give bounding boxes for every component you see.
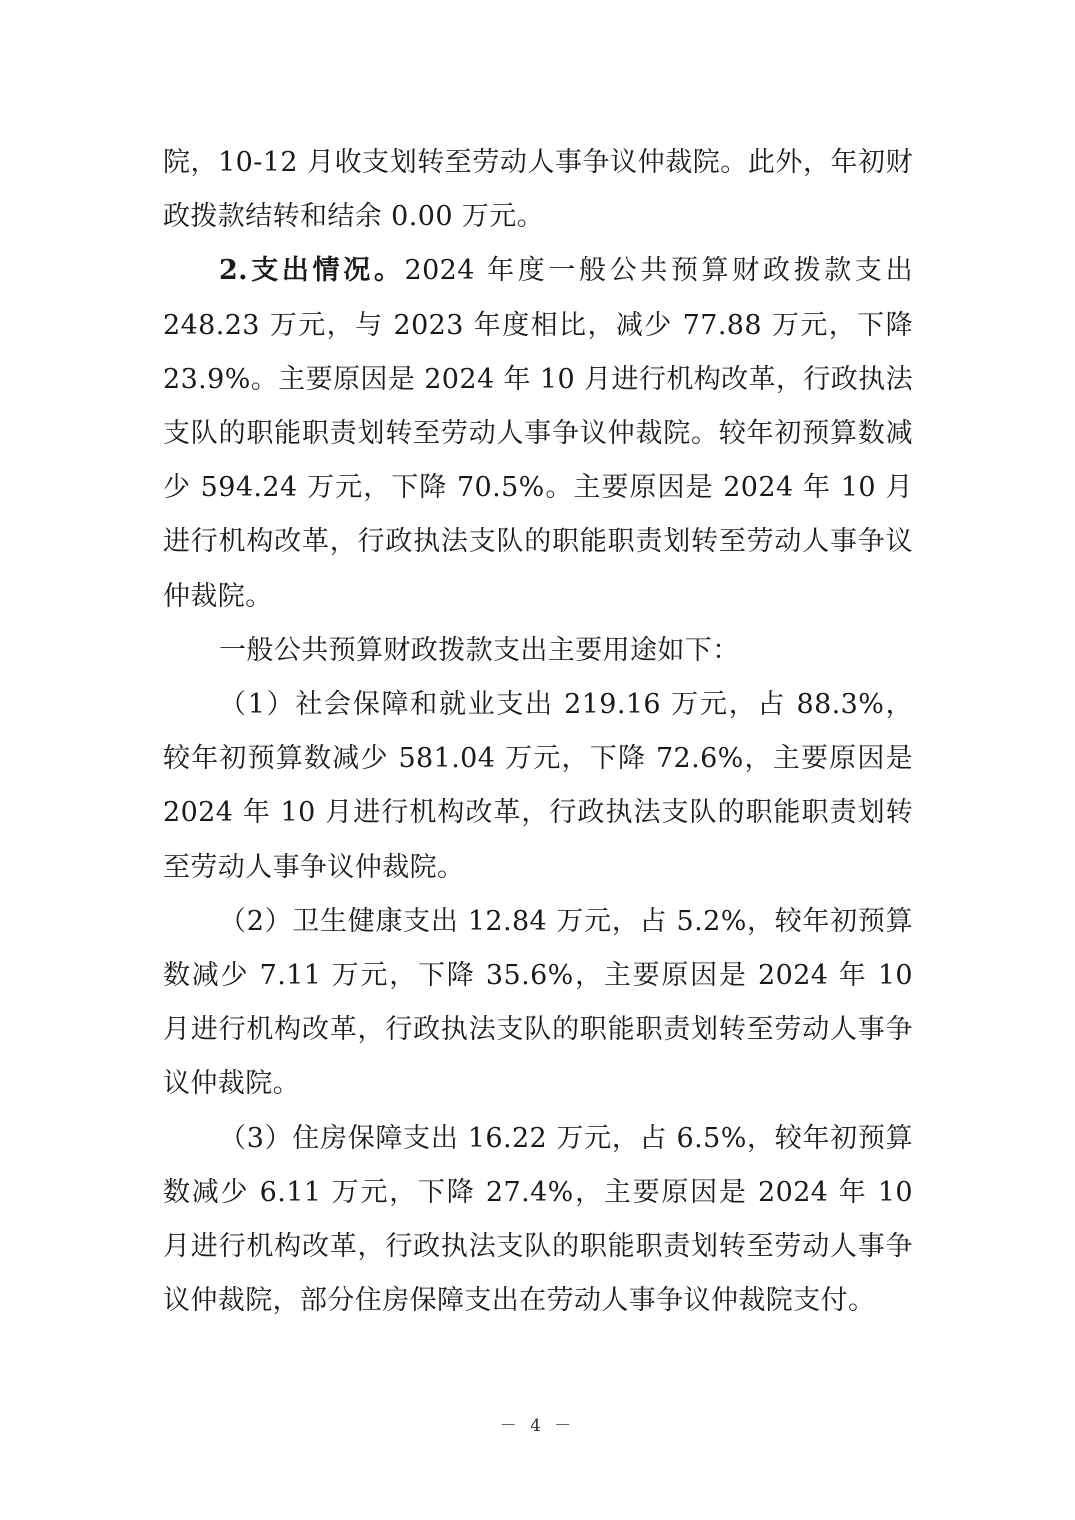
document-body xyxy=(163,136,913,1328)
paragraph-expenditure xyxy=(163,244,913,623)
page-number: － 4 － xyxy=(499,1416,576,1436)
list-item-health: （2）卫生健康支出 12.84 万元，占 5.2%，较年初预算数减少 7.11 万元，下降 35.6%，主要原因是 2024 年 10 月进行机构改革，行政执法支队的职能职责划转至劳动人事争议仲裁院。 xyxy=(163,905,913,1100)
paragraph-uses-intro: 一般公共预算财政拨款支出主要用途如下： xyxy=(219,634,740,666)
list-item-housing: （3）住房保障支出 16.22 万元，占 6.5%，较年初预算数减少 6.11 万元，下降 27.4%，主要原因是 2024 年 10 月进行机构改革，行政执法支队的职能职责划转至劳动人事争议仲裁院，部分住房保障支出在劳动人事争议仲裁院支付。 xyxy=(163,1122,913,1317)
paragraph-continuation: 院，10-12 月收支划转至劳动人事争议仲裁院。此外，年初财政拨款结转和结余 0.00 万元。 xyxy=(163,147,913,233)
paragraph-expenditure-text: 2024 年度一般公共预算财政拨款支出 248.23 万元，与 2023 年度相比，减少 77.88 万元，下降 23.9%。主要原因是 2024 年 10 月进行机构改革，行政执法支队的职能职责划转至劳动人事争议仲裁院。较年初预算数减少 594.24 万元，下降 70.5%。主要原因是 2024 年 10 月进行机构改革，行政执法支队的职能职责划转至劳动人事争议仲裁院。 xyxy=(163,255,913,612)
list-item-social-security: （1）社会保障和就业支出 219.16 万元，占 88.3%，较年初预算数减少 581.04 万元，下降 72.6%，主要原因是 2024 年 10 月进行机构改革，行政执法支队的职能职责划转至劳动人事争议仲裁院。 xyxy=(163,689,913,883)
section-heading: 2.支出情况。 xyxy=(219,255,405,287)
